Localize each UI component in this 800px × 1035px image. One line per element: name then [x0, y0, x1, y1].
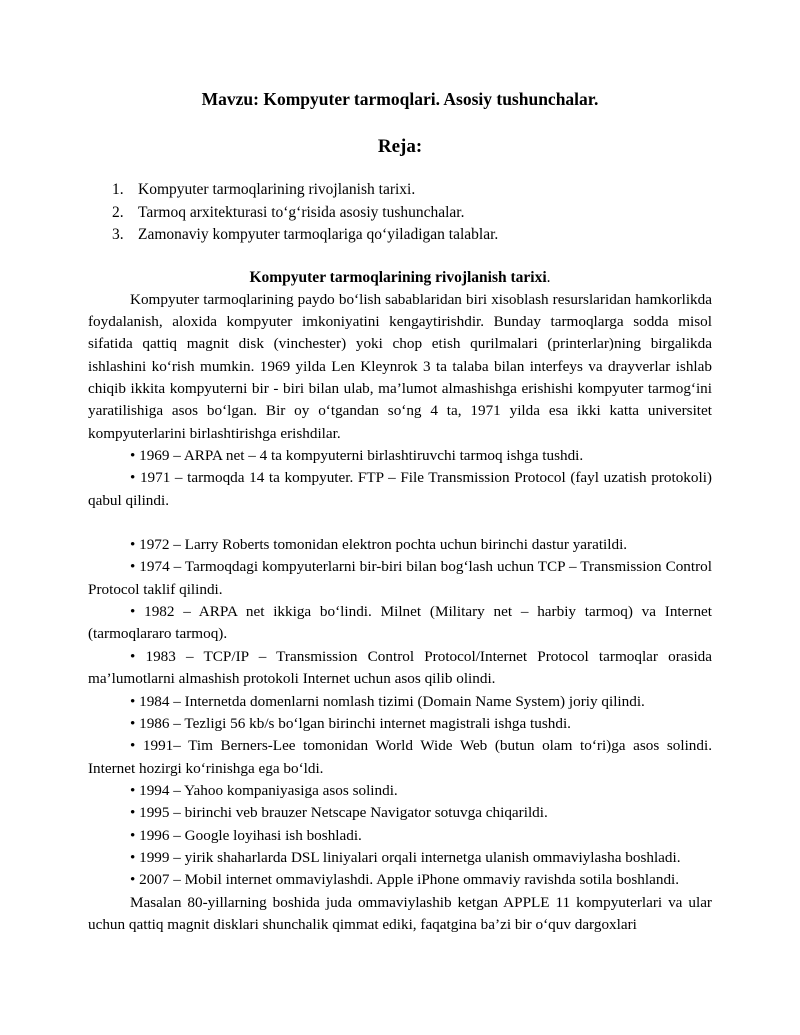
document-body — [88, 88, 712, 936]
list-item-label: Zamonaviy kompyuter tarmoqlariga qoʻyiladigan talablar. — [138, 225, 499, 243]
list-item-number: 2. — [112, 203, 124, 221]
section-heading — [88, 268, 712, 289]
timeline-entry-1984: • 1984 – Internetda domenlarni nomlash tizimi (Domain Name System) joriy qilindi. — [130, 692, 645, 710]
list-item-label: Tarmoq arxitekturasi toʻgʻrisida asosiy tushunchalar. — [138, 203, 465, 221]
timeline-entry-1994: • 1994 – Yahoo kompaniyasiga asos solindi. — [130, 781, 398, 799]
timeline-entry-2007: • 2007 – Mobil internet ommaviylashdi. Apple iPhone ommaviy ravishda sotila boshlandi. — [130, 871, 680, 889]
list-item-number: 1. — [112, 181, 124, 199]
timeline-entry-1983: • 1983 – TCP/IP – Transmission Control Protocol/Internet Protocol tarmoqlar orasida ma’lumotlarni almashish protokoli Internet uchun asos qilib olindi. — [88, 647, 712, 688]
plan-heading: Reja: — [377, 135, 423, 157]
timeline-entry-1996: • 1996 – Google loyihasi ish boshladi. — [130, 826, 362, 844]
page-title: Mavzu: Kompyuter tarmoqlari. Asosiy tushunchalar. — [201, 89, 599, 109]
section-heading-text: Kompyuter tarmoqlarining rivojlanish tarixi — [249, 268, 547, 286]
list-item — [88, 202, 712, 224]
timeline-entry-1972: • 1972 – Larry Roberts tomonidan elektron pochta uchun birinchi dastur yaratildi. — [130, 536, 628, 554]
list-item — [88, 179, 712, 201]
list-item-label: Kompyuter tarmoqlarining rivojlanish tarixi. — [138, 181, 416, 199]
timeline-entry-1982: • 1982 – ARPA net ikkiga boʻlindi. Milnet (Military net – harbiy tarmoq) va Internet (tarmoqlararo tarmoq). — [88, 603, 712, 643]
list-item — [88, 224, 712, 246]
timeline-entry-1974: • 1974 – Tarmoqdagi kompyuterlarni bir-biri bilan bogʻlash uchun TCP – Transmission Control Protocol taklif qilindi. — [88, 558, 712, 598]
timeline-entry-1999: • 1999 – yirik shaharlarda DSL liniyalari orqali internetga ulanish ommaviylasha boshladi. — [130, 848, 681, 866]
paragraph-spacer — [88, 512, 712, 534]
section-heading-period: . — [546, 268, 551, 286]
timeline-entry-1971: • 1971 – tarmoqda 14 ta kompyuter. FTP – File Transmission Protocol (fayl uzatish protokoli) qabul qilindi. — [88, 469, 712, 509]
plan-list — [88, 179, 712, 245]
timeline-entry-1986: • 1986 – Tezligi 56 kb/s boʻlgan birinchi internet magistrali ishga tushdi. — [130, 714, 571, 732]
timeline-entry-1991: • 1991– Tim Berners-Lee tomonidan World Wide Web (butun olam toʻri)ga asos solindi. Internet hozirgi koʻrinishga ega boʻldi. — [88, 737, 712, 777]
timeline-entry-1995: • 1995 – birinchi veb brauzer Netscape Navigator sotuvga chiqarildi. — [130, 804, 548, 822]
timeline-entry-1969: • 1969 – ARPA net – 4 ta kompyuterni birlashtiruvchi tarmoq ishga tushdi. — [130, 447, 584, 465]
intro-paragraph: Kompyuter tarmoqlarining paydo boʻlish sabablaridan biri xisoblash resurslaridan hamkorlikda foydalanish, aloxida kompyuter imkoniyatini kengaytirishdir. Bunday tarmoqlarga sodda misol sifatida qattiq magnit disk (vinchester) yoki chop etish qurilmalari (printerlar)ning birgalikda ishlashini koʻrish mumkin. 1969 yilda Len Kleynrok 3 ta talaba bilan interfeys va drayverlar ishlab chiqib ikkita kompyuterni bir - biri bilan ulab, ma’lumot almashishga erishishi kompyuter tarmogʻini yaratilishiga asos boʻlgan. Bir oy oʻtgandan soʻng 4 ta, 1971 yilda esa ikki katta universitet kompyuterlarini birlashtirishga erishdilar. — [88, 290, 712, 442]
closing-paragraph: Masalan 80-yillarning boshida juda ommaviylashib ketgan APPLE 11 kompyuterlari va ular uchun qattiq magnit disklari shunchalik qimmat ediki, faqatgina ba’zi bir oʻquv dargoxlari — [88, 893, 712, 933]
list-item-number: 3. — [112, 225, 124, 243]
